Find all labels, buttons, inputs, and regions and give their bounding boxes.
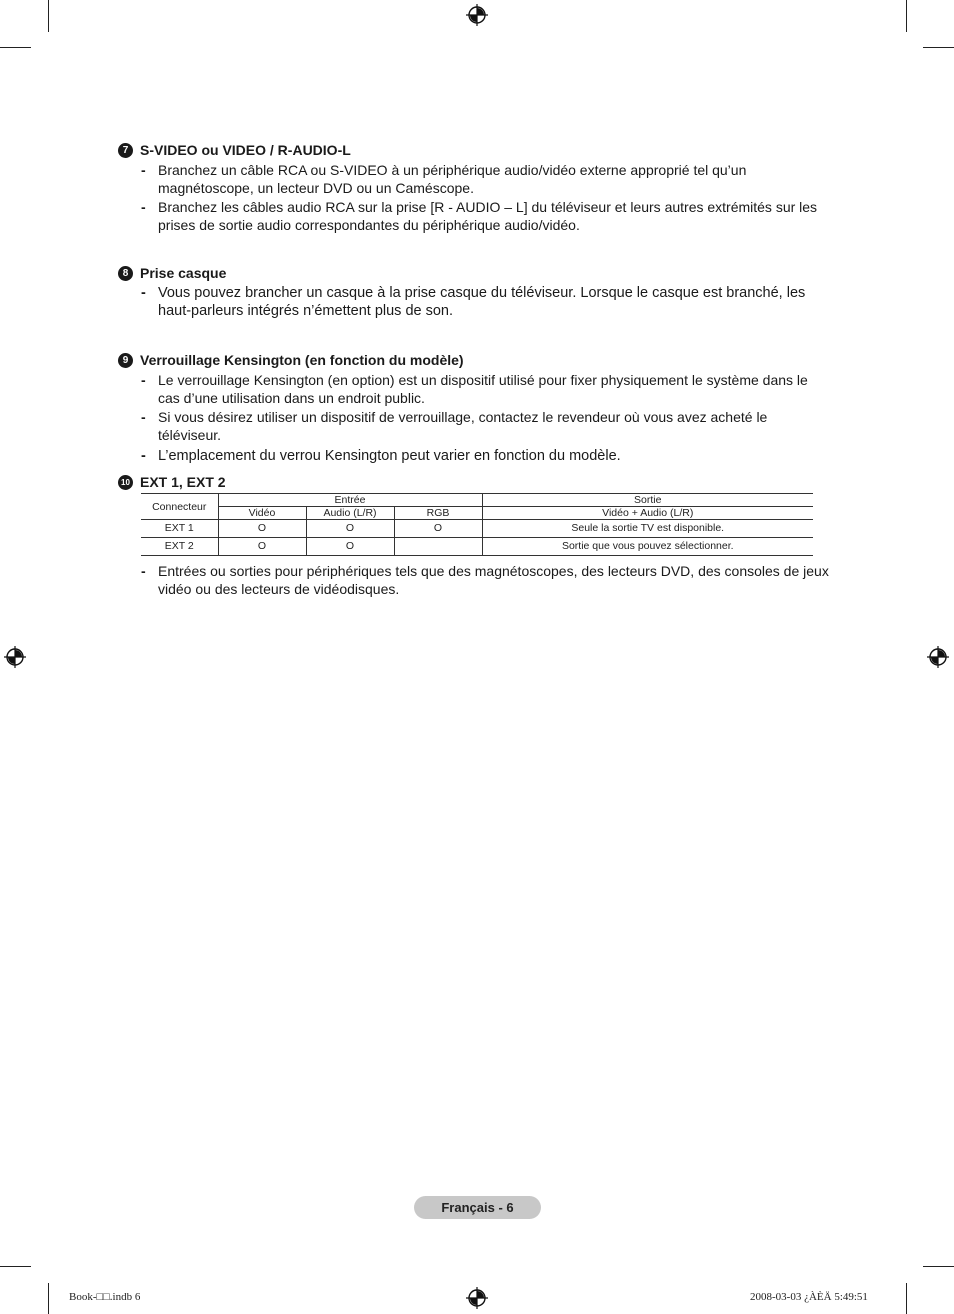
list-item: - L’emplacement du verrou Kensington peut varier en fonction du modèle. bbox=[141, 448, 621, 464]
table-header-row bbox=[141, 507, 813, 520]
table-cell: O bbox=[218, 538, 306, 556]
section-s-video bbox=[118, 141, 830, 234]
section-title: S-VIDEO ou VIDEO / R-AUDIO-L bbox=[140, 142, 351, 158]
table-row bbox=[141, 520, 813, 538]
section-heading bbox=[118, 473, 830, 491]
list-item: - Vous pouvez brancher un casque à la prise casque du téléviseur. Lorsque le casque est branché, les haut-parleurs intégrés n’émettent plus de son. bbox=[141, 285, 806, 319]
list-item: - Le verrouillage Kensington (en option) est un dispositif utilisé pour fixer physiquement le système dans le cas d’une utilisation dans un endroit public. bbox=[141, 372, 808, 406]
table-row bbox=[141, 538, 813, 556]
section-number-badge: 8 bbox=[118, 266, 133, 281]
table-header-cell: Audio (L/R) bbox=[306, 507, 394, 520]
page-number-badge: Français - 6 bbox=[414, 1196, 541, 1219]
ext-connector-table bbox=[141, 493, 813, 556]
table-cell: EXT 1 bbox=[141, 520, 218, 538]
list-item: - Branchez les câbles audio RCA sur la prise [R - AUDIO – L] du téléviseur et leurs autres extrémités sur les prises de sortie audio correspondantes du périphérique audio/vidéo. bbox=[141, 199, 818, 233]
table-header-cell: Vidéo + Audio (L/R) bbox=[482, 507, 813, 520]
table-cell bbox=[394, 538, 482, 556]
table-cell: O bbox=[218, 520, 306, 538]
crop-mark-bottom-left-v bbox=[48, 1283, 49, 1314]
registration-mark-icon bbox=[466, 4, 488, 26]
registration-mark-icon bbox=[4, 646, 26, 668]
crop-mark-top-right-h bbox=[923, 47, 954, 48]
section-title: Prise casque bbox=[140, 265, 227, 281]
crop-mark-bottom-left-h bbox=[0, 1266, 31, 1267]
table-header-cell: Vidéo bbox=[218, 507, 306, 520]
registration-mark-icon bbox=[927, 646, 949, 668]
registration-mark-icon bbox=[466, 1287, 488, 1309]
table-header-cell: Connecteur bbox=[141, 494, 218, 520]
section-ext-note bbox=[118, 561, 830, 598]
crop-mark-top-left-v bbox=[48, 0, 49, 32]
print-slug-left: Book-□□.indb 6 bbox=[69, 1291, 141, 1303]
crop-mark-top-left-h bbox=[0, 47, 31, 48]
section-heading bbox=[118, 141, 830, 159]
table-header-cell: RGB bbox=[394, 507, 482, 520]
section-number-badge: 7 bbox=[118, 143, 133, 158]
section-title: EXT 1, EXT 2 bbox=[140, 474, 226, 490]
table-header-row bbox=[141, 494, 813, 507]
list-item: - Si vous désirez utiliser un dispositif de verrouillage, contactez le revendeur où vous avez acheté le téléviseur. bbox=[141, 409, 768, 443]
section-heading bbox=[118, 264, 830, 282]
table-header-cell: Entrée bbox=[218, 494, 482, 507]
section-ext bbox=[118, 473, 830, 491]
list-item: - Branchez un câble RCA ou S-VIDEO à un périphérique audio/vidéo externe approprié tel qu’un magnétoscope, un lecteur DVD ou un Caméscope. bbox=[141, 162, 747, 196]
table-header-cell: Sortie bbox=[482, 494, 813, 507]
section-headphone-jack bbox=[118, 264, 830, 320]
crop-mark-top-right-v bbox=[906, 0, 907, 32]
section-number-badge: 10 bbox=[118, 475, 133, 490]
table-cell: O bbox=[306, 520, 394, 538]
list-item: - Entrées ou sorties pour périphériques tels que des magnétoscopes, des lecteurs DVD, des consoles de jeux vidéo ou des lecteurs de vidéodisques. bbox=[141, 563, 829, 597]
table-cell: Sortie que vous pouvez sélectionner. bbox=[482, 538, 813, 556]
section-number-badge: 9 bbox=[118, 353, 133, 368]
section-title: Verrouillage Kensington (en fonction du modèle) bbox=[140, 352, 464, 368]
table-cell: EXT 2 bbox=[141, 538, 218, 556]
table-cell: Seule la sortie TV est disponible. bbox=[482, 520, 813, 538]
print-slug-right: 2008-03-03 ¿ÀÈÄ 5:49:51 bbox=[750, 1291, 868, 1303]
crop-mark-bottom-right-v bbox=[906, 1283, 907, 1314]
crop-mark-bottom-right-h bbox=[923, 1266, 954, 1267]
section-heading bbox=[118, 351, 830, 369]
section-kensington-lock bbox=[118, 351, 830, 465]
table-cell: O bbox=[306, 538, 394, 556]
table-cell: O bbox=[394, 520, 482, 538]
